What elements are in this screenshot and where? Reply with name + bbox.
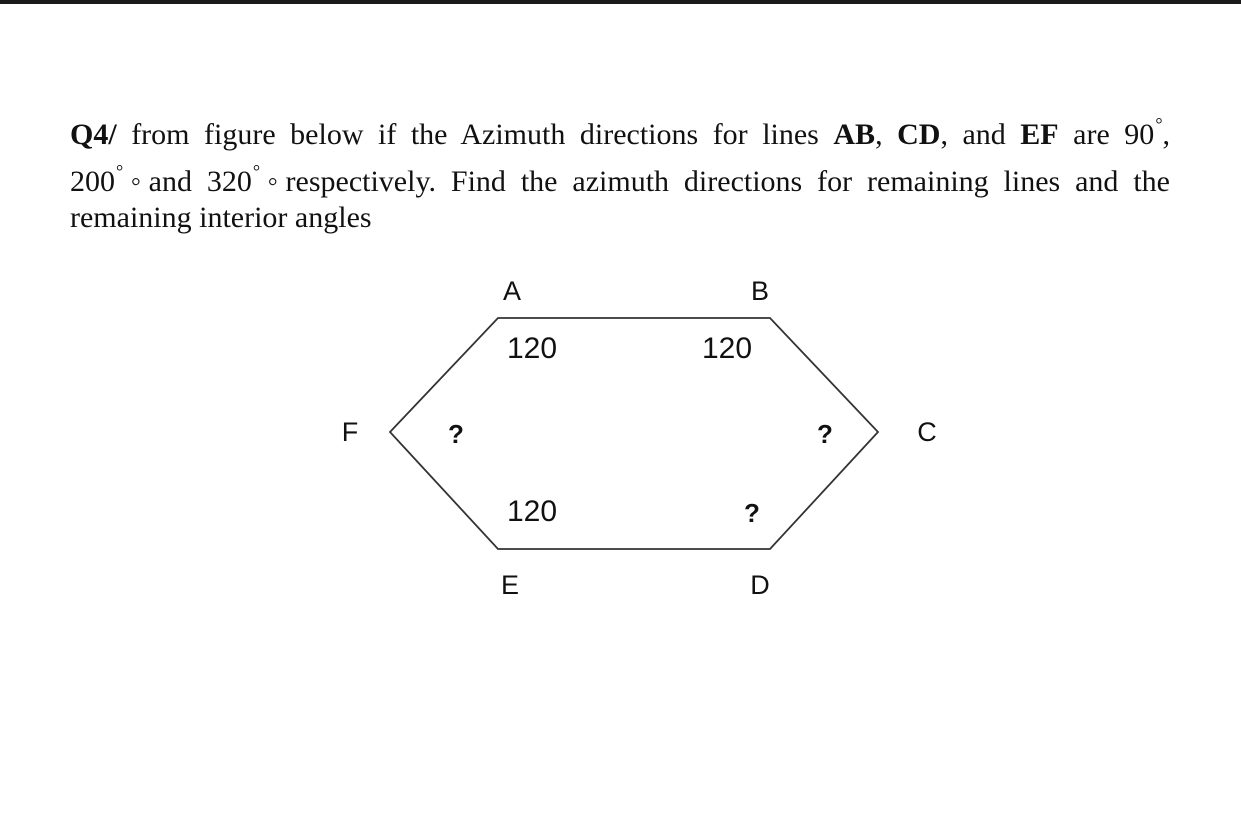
- angle-label-a: 120: [506, 332, 558, 365]
- degree-symbol: °: [116, 161, 124, 181]
- question-line-3: remaining interior angles: [70, 201, 372, 234]
- question-line-1: Q4/ from figure below if the Azimuth directions for lines AB, CD, and EF are 90°,: [70, 114, 1171, 151]
- angle-label-d: ?: [744, 498, 760, 528]
- angle-label-c: ?: [817, 419, 833, 449]
- line-cd-label: CD: [897, 118, 941, 151]
- angle-label-e: 120: [506, 495, 558, 528]
- vertex-label-c: C: [917, 417, 937, 447]
- line-ab-label: AB: [833, 118, 876, 151]
- angle-label-f: ?: [448, 419, 464, 449]
- question-line-2: 200°◦and 320°◦respectively. Find the azimuth directions for remaining lines and the: [70, 161, 1170, 198]
- vertex-label-b: B: [750, 276, 770, 306]
- vertex-label-e: E: [500, 570, 520, 600]
- vertex-label-d: D: [750, 570, 770, 600]
- degree-symbol: °: [252, 161, 261, 181]
- degree-symbol: °: [1155, 114, 1163, 134]
- angle-label-b: 120: [701, 332, 753, 365]
- line-ef-label: EF: [1020, 118, 1059, 151]
- question-number: Q4/: [70, 118, 117, 151]
- vertex-label-f: F: [341, 417, 359, 447]
- vertex-label-a: A: [502, 276, 522, 306]
